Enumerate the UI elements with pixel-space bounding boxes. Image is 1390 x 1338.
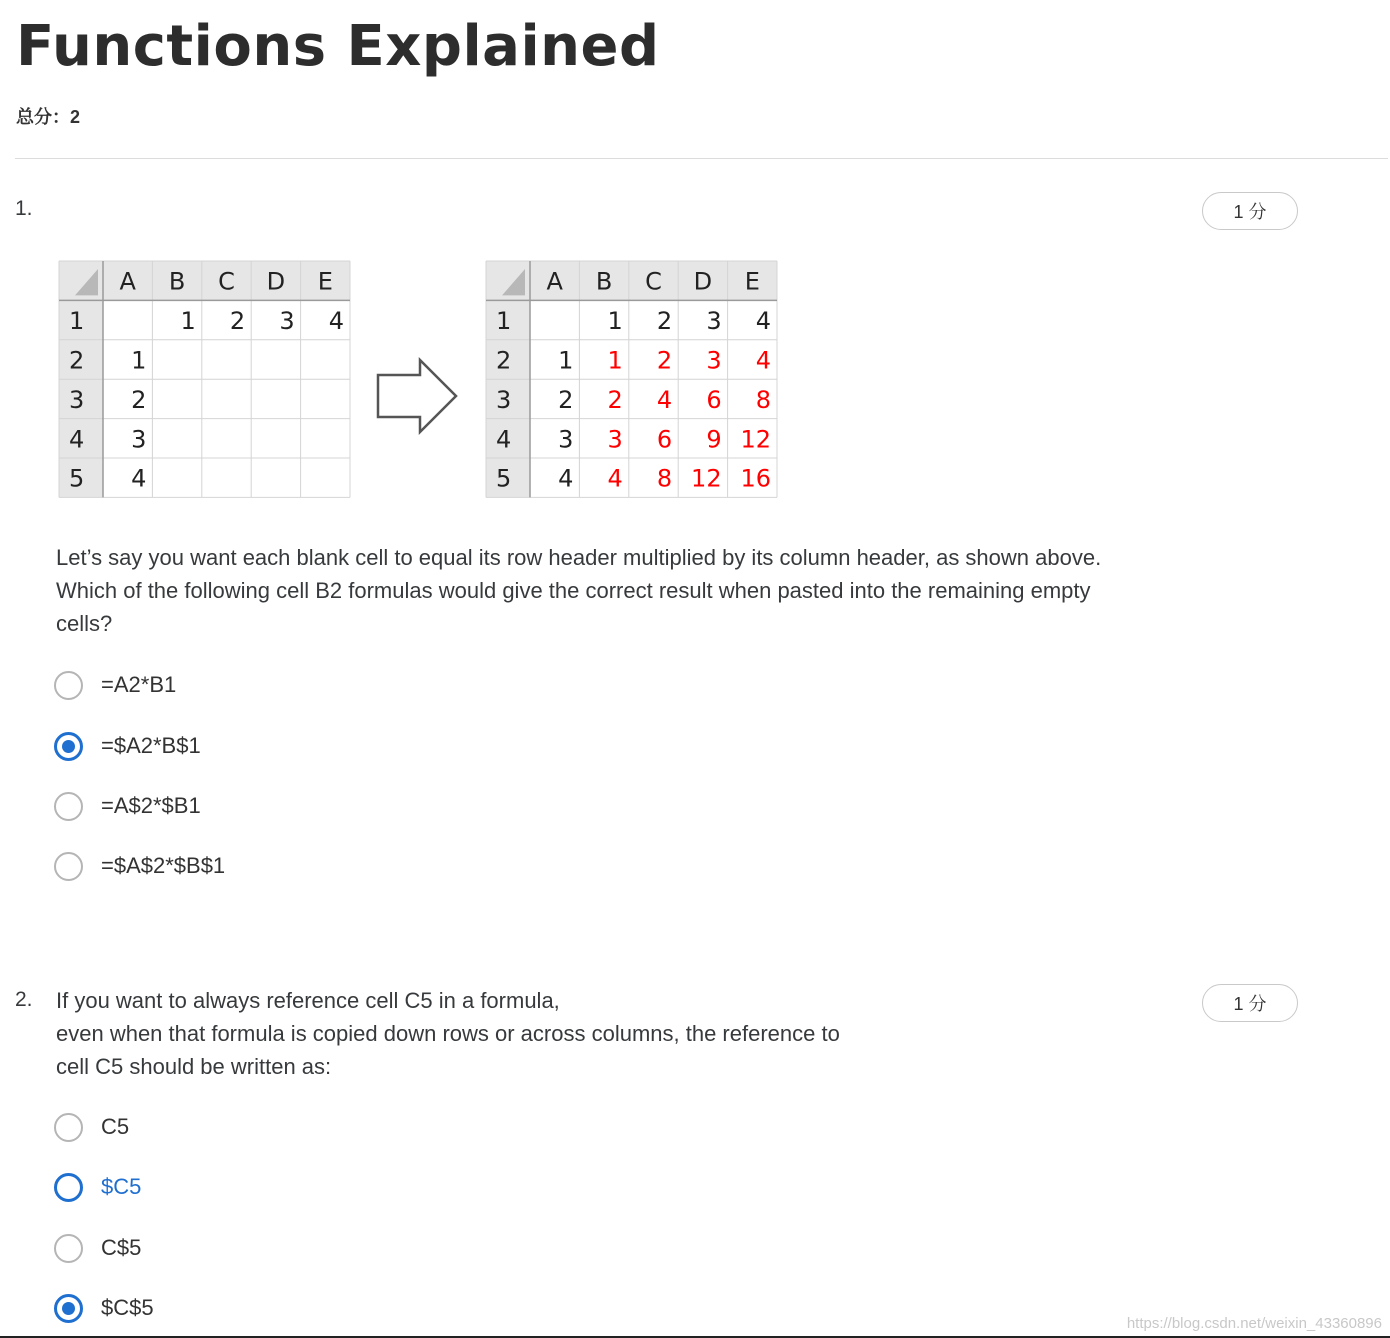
cell-value: 3: [131, 425, 147, 454]
cell-value: 3: [558, 425, 574, 454]
question-2-number: 2.: [15, 988, 33, 1011]
cell-value: 9: [706, 425, 722, 454]
row-header-label: 4: [496, 425, 512, 454]
question-1-figure: [0, 0, 800, 520]
question-1-option-3[interactable]: [54, 789, 201, 823]
cell-value: 2: [656, 307, 673, 336]
row-header-label: 1: [69, 307, 85, 336]
question-2-text: [56, 984, 840, 1083]
radio-button[interactable]: [54, 792, 83, 821]
question-1-text-line: cells?: [56, 611, 113, 636]
column-header-label: C: [645, 267, 662, 296]
cell-value: 16: [740, 464, 771, 493]
row-header-label: 5: [69, 464, 85, 493]
cell-value: 12: [740, 425, 771, 454]
question-2-text-line: cell C5 should be written as:: [56, 1054, 332, 1079]
column-header-label: B: [168, 267, 186, 296]
cell-value: 6: [706, 385, 722, 414]
row-header-label: 2: [496, 346, 512, 375]
cell-value: 2: [656, 346, 673, 375]
option-label: C$5: [101, 1235, 142, 1260]
row-header-label: 5: [496, 464, 512, 493]
cell-value: 2: [607, 385, 623, 414]
option-label: $C$5: [101, 1295, 154, 1320]
cell-value: 12: [691, 464, 722, 493]
question-1-text-line: Let’s say you want each blank cell to equal its row header multiplied by its column header, as shown above.: [56, 545, 1102, 570]
cell-value: 1: [131, 346, 147, 375]
cell-value: 8: [656, 464, 673, 493]
column-header-label: D: [693, 267, 713, 296]
column-header-label: A: [546, 267, 563, 296]
row-header-label: 4: [69, 425, 85, 454]
radio-button[interactable]: [54, 671, 83, 700]
question-2-option-2[interactable]: [54, 1170, 141, 1204]
cell-value: 2: [558, 385, 574, 414]
cell-value: 6: [656, 425, 673, 454]
total-score: 总分：2: [16, 107, 81, 127]
spreadsheet-before: [59, 261, 350, 497]
column-header-label: E: [744, 267, 760, 296]
column-header-label: C: [218, 267, 235, 296]
option-label: =$A$2*$B$1: [101, 853, 226, 878]
option-label: $C5: [101, 1174, 142, 1199]
option-label: =A2*B1: [101, 672, 177, 697]
cell-value: 4: [607, 464, 623, 493]
question-1-option-1[interactable]: [54, 668, 176, 702]
spreadsheet-after: [486, 261, 777, 497]
cell-value: 8: [755, 385, 771, 414]
column-header-label: A: [119, 267, 136, 296]
cell-value: 4: [656, 385, 673, 414]
question-1-option-2[interactable]: [54, 729, 201, 763]
question-1-text-line: Which of the following cell B2 formulas would give the correct result when pasted into the remaining empty: [56, 578, 1091, 603]
radio-button[interactable]: [54, 1113, 83, 1142]
radio-button[interactable]: [54, 1234, 83, 1263]
cell-value: 4: [755, 307, 771, 336]
option-label: =A$2*$B1: [101, 793, 201, 818]
question-2-points-badge: 1 分: [1202, 984, 1298, 1022]
question-2-option-3[interactable]: [54, 1231, 141, 1265]
radio-button-focused[interactable]: [54, 1173, 83, 1202]
cell-value: 4: [328, 307, 344, 336]
option-label: =$A2*B$1: [101, 733, 201, 758]
question-2-option-1[interactable]: [54, 1110, 129, 1144]
page-title: Functions Explained: [16, 14, 660, 79]
cell-value: 2: [229, 307, 246, 336]
cell-value: 1: [607, 346, 623, 375]
row-header-label: 1: [496, 307, 512, 336]
question-1-points-badge: 1 分: [1202, 192, 1298, 230]
cell-value: 1: [180, 307, 196, 336]
row-header-label: 3: [69, 385, 85, 414]
cell-value: 3: [607, 425, 623, 454]
option-label: C5: [101, 1114, 130, 1139]
cell-value: 2: [131, 385, 147, 414]
question-1-number: 1.: [15, 197, 33, 220]
question-2-text-line: even when that formula is copied down rows or across columns, the reference to: [56, 1021, 840, 1046]
cell-value: 3: [279, 307, 295, 336]
row-header-label: 2: [69, 346, 85, 375]
row-header-label: 3: [496, 385, 512, 414]
question-2-option-4[interactable]: [54, 1291, 154, 1325]
radio-button-selected[interactable]: [54, 732, 83, 761]
column-header-label: B: [595, 267, 613, 296]
cell-value: 1: [607, 307, 623, 336]
cell-value: 4: [131, 464, 147, 493]
right-arrow-icon: [378, 360, 456, 432]
cell-value: 1: [558, 346, 574, 375]
question-1-option-4[interactable]: [54, 849, 225, 883]
cell-value: 4: [755, 346, 771, 375]
radio-button-selected[interactable]: [54, 1294, 83, 1323]
radio-button[interactable]: [54, 852, 83, 881]
column-header-label: E: [317, 267, 333, 296]
column-header-label: D: [266, 267, 286, 296]
question-1-text: [56, 541, 1101, 640]
cell-value: 3: [706, 346, 722, 375]
question-2-text-line: If you want to always reference cell C5 in a formula,: [56, 988, 560, 1013]
cell-value: 4: [558, 464, 574, 493]
watermark: https://blog.csdn.net/weixin_43360896: [1126, 1315, 1382, 1332]
cell-value: 3: [706, 307, 722, 336]
